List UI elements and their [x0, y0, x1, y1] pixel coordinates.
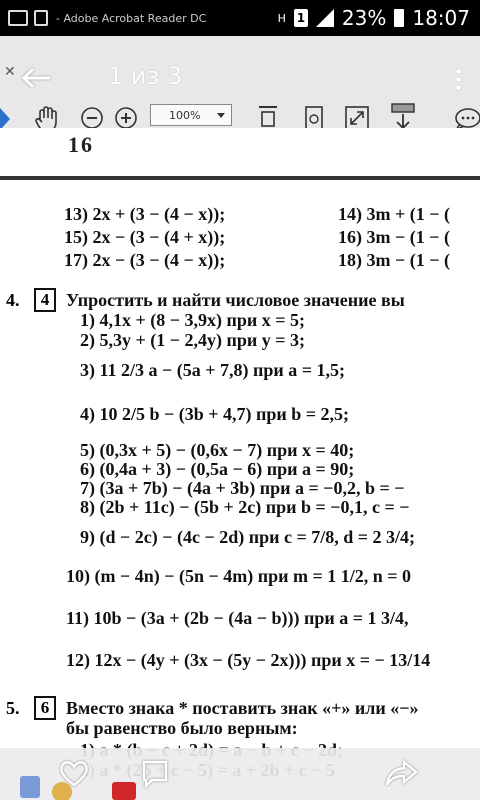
- acrobat-app-icon[interactable]: [110, 778, 138, 800]
- section-number: 5.: [6, 698, 20, 718]
- exercise-line: 6) (0,4a + 3) − (0,5a − 6) при a = 90;: [80, 459, 355, 479]
- close-icon[interactable]: ✕: [4, 64, 16, 80]
- exercise-line: 14) 3m + (1 − (: [338, 204, 450, 224]
- chevron-down-icon: [217, 113, 225, 118]
- palette-app-icon[interactable]: [50, 778, 74, 800]
- section-heading: бы равенство было верным:: [66, 718, 298, 738]
- signal-icon: [316, 9, 334, 27]
- zoom-in-icon[interactable]: [114, 106, 138, 130]
- exercise-line: 7) (3a + 7b) − (4a + 3b) при a = −0,2, b = −: [80, 478, 405, 498]
- exercise-line: 17) 2x − (3 − (4 − x));: [64, 250, 226, 270]
- section-heading: Упростить и найти числовое значение вы: [66, 290, 405, 310]
- exercise-line: 5) (0,3x + 5) − (0,6x − 7) при x = 40;: [80, 440, 355, 460]
- share-icon[interactable]: [384, 756, 420, 790]
- pdf-page[interactable]: [0, 128, 480, 800]
- bottom-action-bar: [0, 748, 480, 800]
- gallery-app-icon[interactable]: [18, 772, 42, 800]
- exercise-line: 9) (d − 2c) − (4c − 2d) при c = 7/8, d = 2 3/4;: [80, 527, 416, 547]
- battery-percent: 23%: [341, 6, 387, 30]
- back-arrow-icon[interactable]: [20, 66, 52, 90]
- section-heading: Вместо знака * поставить знак «+» или «−»: [66, 698, 419, 718]
- zoom-value: 100%: [169, 108, 201, 122]
- mail-notification-icon: [34, 10, 48, 26]
- exercise-line: 4) 10 2/5 b − (3b + 4,7) при b = 2,5;: [80, 404, 350, 424]
- clock: 18:07: [412, 6, 470, 30]
- status-bar: [0, 0, 480, 36]
- network-type: H: [277, 11, 286, 25]
- image-notification-icon: [8, 10, 28, 26]
- battery-icon: [394, 9, 404, 27]
- page-top-fragment: 16: [68, 132, 94, 157]
- section-number: 4.: [6, 290, 20, 310]
- exercise-line: 16) 3m − (1 − (: [338, 227, 450, 247]
- notification-text: - Adobe Acrobat Reader DC: [56, 11, 207, 25]
- overflow-menu-icon[interactable]: [456, 66, 462, 93]
- comment-icon[interactable]: [140, 758, 170, 790]
- exercise-line: 18) 3m − (1 − (: [338, 250, 450, 270]
- page-indicator: 1 из 3: [108, 62, 183, 90]
- exercise-line: 10) (m − 4n) − (5n − 4m) при m = 1 1/2, n = 0: [66, 566, 412, 586]
- difficulty-box: 6: [34, 696, 56, 720]
- exercise-line: 15) 2x − (3 − (4 + x));: [64, 227, 226, 247]
- exercise-line: 12) 12x − (4y + (3x − (5y − 2x))) при x = − 13/14: [66, 650, 431, 670]
- zoom-select[interactable]: [150, 104, 232, 126]
- exercise-line: 3) 11 2/3 a − (5a + 7,8) при a = 1,5;: [80, 360, 346, 380]
- exercise-line: 1) 4,1x + (8 − 3,9x) при x = 5;: [80, 310, 305, 330]
- zoom-out-icon[interactable]: [80, 106, 104, 130]
- exercise-line: 2) 5,3y + (1 − 2,4y) при y = 3;: [80, 330, 305, 350]
- exercise-line: 13) 2x + (3 − (4 − x));: [64, 204, 226, 224]
- sim-badge: 1: [294, 9, 308, 27]
- divider: [0, 176, 480, 180]
- difficulty-box: 4: [34, 288, 56, 312]
- app-bar: [0, 36, 480, 128]
- exercise-line: 8) (2b + 11c) − (5b + 2c) при b = −0,1, c = −: [80, 497, 410, 517]
- exercise-line: 11) 10b − (3a + (2b − (4a − b))) при a = 1 3/4,: [66, 608, 409, 628]
